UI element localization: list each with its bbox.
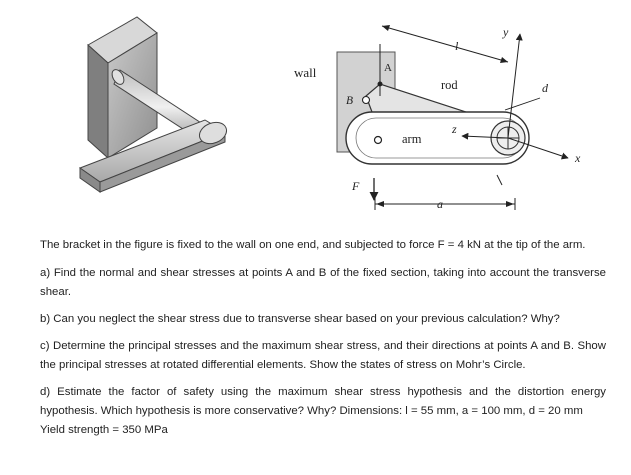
problem-part-d [40,383,606,440]
bracket-figure [0,0,631,230]
problem-part-c: c) Determine the principal stresses and the maximum shear stress, and their directions at points A and B. Show the principal stresses at rotated differential elements. Show the states of stress on Mohr’s Circle. [40,340,606,371]
z-axis-label: z [452,122,457,136]
point-a-dot [378,82,383,87]
y-axis-label: y [503,25,509,39]
load-point [375,137,382,144]
rod-label: rod [441,78,458,92]
problem-part-d-text: d) Estimate the factor of safety using the maximum shear stress hypothesis and the distortion energy hypothesis. Which hypothesis is more conservative? Why? Dimensions: l = 55 mm, a = 100 mm, d = 20 mm [40,386,606,417]
problem-statement [40,236,606,440]
schematic-diagram [294,25,581,211]
dim-l-line [382,26,508,62]
dim-l-arrow-end [500,57,508,63]
force-label: F [352,179,360,193]
wall-label: wall [294,65,317,80]
wall-plate-side [88,45,108,158]
x-axis-label: x [575,151,581,165]
dim-a-arrow-right [506,201,514,207]
problem-yield-strength: Yield strength = 350 MPa [40,424,168,436]
dim-l-label: l [455,39,459,53]
dim-d-label: d [542,81,548,95]
problem-part-b: b) Can you neglect the shear stress due to transverse shear based on your previous calculation? Why? [40,313,560,325]
isometric-bracket-sketch [80,17,230,192]
point-a-label: A [384,62,392,74]
dim-a-label: a [437,197,443,211]
problem-intro: The bracket in the figure is fixed to the wall on one end, and subjected to force F = 4 kN at the tip of the arm. [40,239,586,251]
arm-label: arm [402,132,422,146]
point-b-label: B [346,95,354,107]
dim-a-arrow-left [376,201,384,207]
dim-d-tick [497,175,502,185]
point-b-dot [363,97,370,104]
problem-part-a: a) Find the normal and shear stresses at points A and B of the fixed section, taking into account the transverse shear. [40,267,606,298]
dim-l-arrow-start [382,25,390,31]
dim-d-leader [505,98,540,110]
